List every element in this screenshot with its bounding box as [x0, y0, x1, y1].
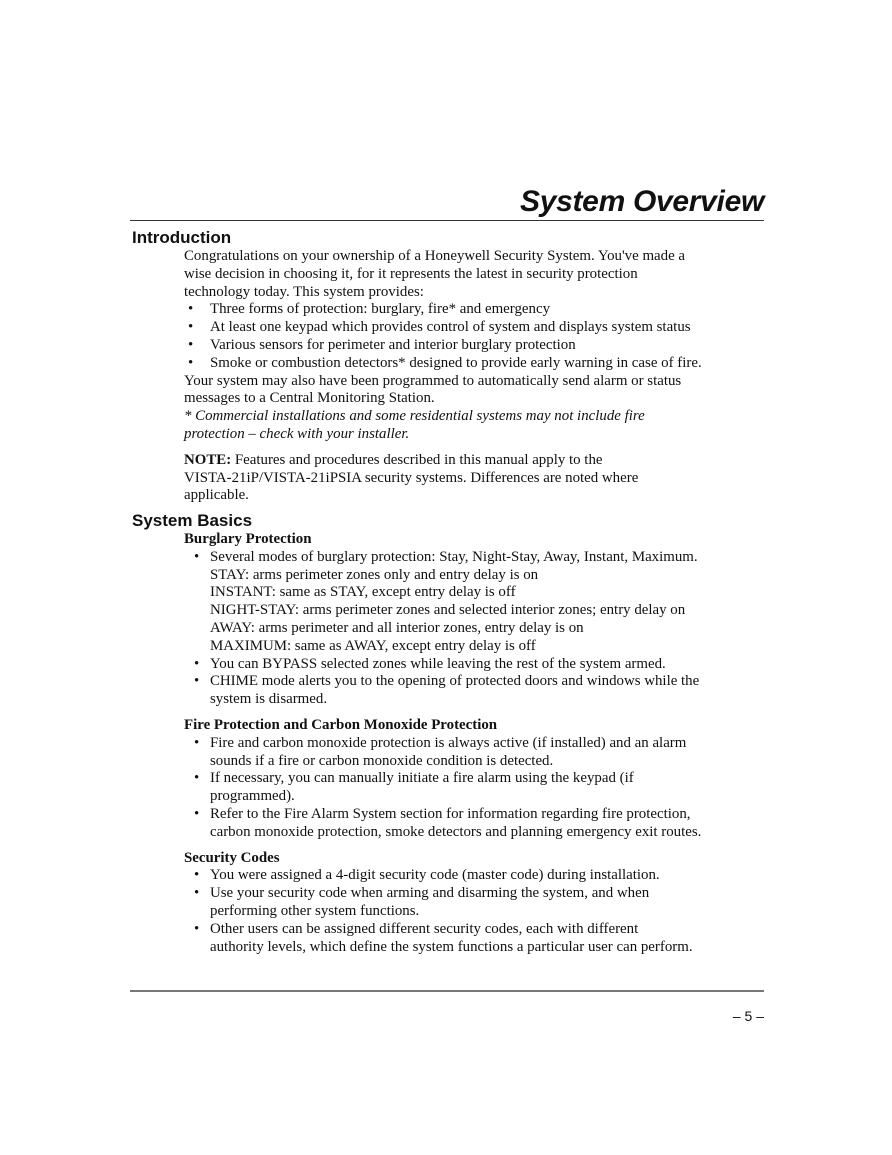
note-text: Features and procedures described in this manual apply to the [231, 451, 603, 468]
intro-line: technology today. This system provides: [184, 283, 424, 300]
intro-line: Congratulations on your ownership of a Honeywell Security System. You've made a [184, 248, 686, 264]
list-item: • At least one keypad which provides control of system and displays system status [184, 319, 774, 337]
page-number: – 5 – [732, 1008, 764, 1024]
intro-line: Your system may also have been programmed to automatically send alarm or status [184, 372, 682, 389]
intro-line: wise decision in choosing it, for it represents the latest in security protection [184, 265, 638, 282]
mode-line: AWAY: arms perimeter and all interior zones, entry delay is on [210, 619, 584, 636]
list-item: • Fire and carbon monoxide protection is always active (if installed) and an alarm sounds if a fire or carbon monoxide condition is detected. [184, 735, 774, 771]
note-label: NOTE: [184, 451, 232, 468]
codes-list [184, 867, 774, 956]
introduction-heading: Introduction [132, 228, 232, 247]
burglary-modes-text: Several modes of burglary protection: Stay, Night-Stay, Away, Instant, Maximum. [210, 548, 698, 565]
mode-line: NIGHT-STAY: arms perimeter zones and selected interior zones; entry delay on [210, 602, 686, 619]
list-item: • Refer to the Fire Alarm System section for information regarding fire protection, carbon monoxide protection, smoke detectors and planning emergency exit routes. [184, 806, 774, 842]
list-item: • Three forms of protection: burglary, fire* and emergency [184, 301, 774, 319]
list-item: • Various sensors for perimeter and interior burglary protection [184, 337, 774, 355]
fire-protection-heading: Fire Protection and Carbon Monoxide Protection [184, 716, 498, 733]
mode-line: INSTANT: same as STAY, except entry delay is off [210, 584, 516, 601]
note-line: VISTA-21iP/VISTA-21iPSIA security systems. Differences are noted where [184, 469, 639, 486]
security-codes-heading: Security Codes [184, 849, 280, 866]
page-title: System Overview [520, 185, 764, 218]
list-item: • Other users can be assigned different security codes, each with different authority levels, which define the system functions a particular user can perform. [184, 921, 774, 957]
footnote-line: protection – check with your installer. [184, 425, 410, 442]
note-line [184, 452, 774, 470]
mode-line: MAXIMUM: same as AWAY, except entry delay is off [210, 637, 536, 654]
list-item: • If necessary, you can manually initiate a fire alarm using the keypad (if programmed). [184, 770, 774, 806]
protection-list [184, 301, 774, 372]
introduction-body [184, 248, 774, 505]
burglary-list [184, 549, 774, 567]
list-item: • CHIME mode alerts you to the opening of protected doors and windows while the system is disarmed. [184, 673, 774, 709]
system-basics-heading: System Basics [132, 511, 253, 530]
footnote-line: * Commercial installations and some residential systems may not include fire [184, 408, 645, 425]
list-item [184, 549, 774, 567]
burglary-heading: Burglary Protection [184, 531, 312, 547]
list-item: • Use your security code when arming and disarming the system, and when performing other system functions. [184, 885, 774, 921]
list-item: • Smoke or combustion detectors* designed to provide early warning in case of fire. [184, 355, 774, 373]
mode-line: STAY: arms perimeter zones only and entry delay is on [210, 566, 539, 583]
footer-divider [130, 990, 764, 992]
system-basics-body [184, 531, 774, 956]
list-item: • You can BYPASS selected zones while leaving the rest of the system armed. [184, 656, 774, 674]
list-item: • You were assigned a 4-digit security code (master code) during installation. [184, 867, 774, 885]
fire-list [184, 735, 774, 842]
title-divider [130, 220, 764, 221]
intro-line: messages to a Central Monitoring Station. [184, 390, 435, 407]
note-line: applicable. [184, 487, 249, 504]
